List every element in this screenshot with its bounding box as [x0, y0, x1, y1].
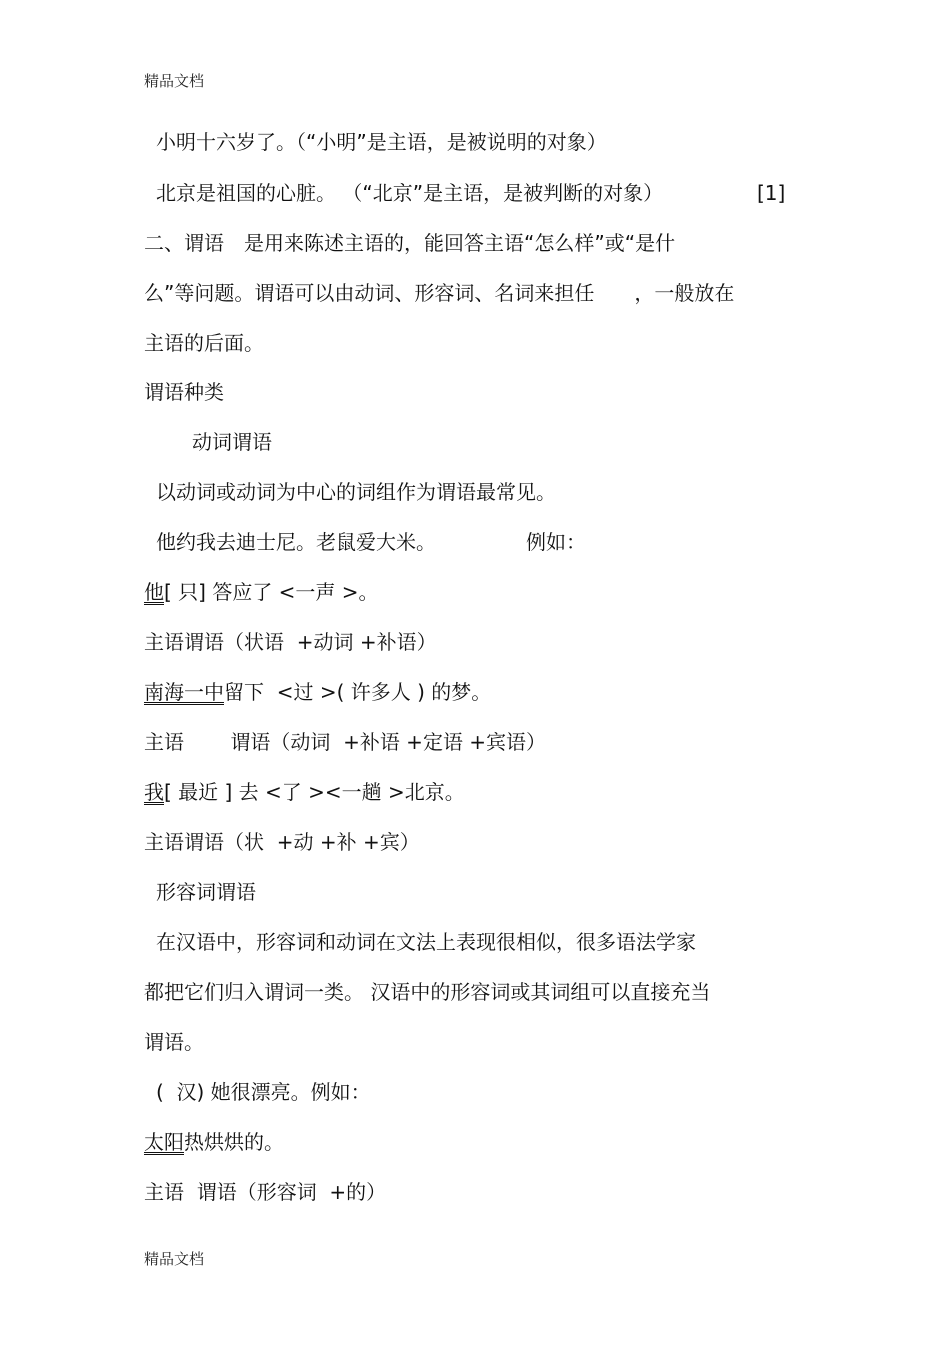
paragraph-line: 在汉语中，形容词和动词在文法上表现很相似，很多语法学家: [156, 930, 696, 954]
paragraph-line: 么”等问题。谓语可以由动词、形容词、名词来担任 ，一般放在: [144, 281, 735, 305]
predicate-text: [ 最近 ] 去 <了 ><一趟 >北京。: [164, 780, 465, 804]
paragraph-line: 谓语。: [144, 1030, 204, 1054]
predicate-text: 留下 <过 >( 许多人 ) 的梦。: [224, 680, 492, 704]
paragraph-line: 小明十六岁了。（“小明”是主语，是被说明的对象）: [156, 130, 607, 154]
paragraph-line: 以动词或动词为中心的词组作为谓语最常见。: [156, 480, 556, 504]
predicate-text: 热烘烘的。: [184, 1130, 284, 1154]
page-footer: 精品文档: [144, 1250, 205, 1268]
subsection-heading: 动词谓语: [192, 430, 272, 454]
page-header: 精品文档: [144, 72, 205, 90]
line-text: 北京是祖国的心脏。 （“北京”是主语，是被判断的对象）: [156, 181, 664, 205]
paragraph-line: [156, 181, 786, 205]
section-heading: 谓语种类: [144, 380, 224, 404]
example-analysis: 主语 谓语（动词 +补语 +定语 +宾语）: [144, 730, 547, 754]
predicate-text: [ 只] 答应了 <一声 >。: [164, 580, 379, 604]
paragraph-line: 二、谓语 是用来陈述主语的，能回答主语“怎么样”或“是什: [144, 231, 676, 255]
subject-underline: 南海一中: [144, 680, 224, 704]
example-analysis: 主语 谓语（形容词 +的）: [144, 1180, 387, 1204]
example-sentence: [144, 680, 491, 704]
subsection-heading: 形容词谓语: [156, 880, 256, 904]
subject-underline: 我: [144, 780, 164, 804]
example-analysis: 主语谓语（状 +动 +补 +宾）: [144, 830, 420, 854]
example-analysis: 主语谓语（状语 +动词 +补语）: [144, 630, 437, 654]
example-sentence: [144, 1130, 284, 1154]
paragraph-line: 主语的后面。: [144, 331, 264, 355]
reference-link[interactable]: [1]: [757, 181, 786, 205]
paragraph-line: 他约我去迪士尼。老鼠爱大米。 例如：: [156, 530, 586, 554]
paragraph-line: ( 汉) 她很漂亮。例如：: [156, 1080, 371, 1104]
example-sentence: [144, 580, 379, 604]
example-sentence: [144, 780, 465, 804]
paragraph-line: 都把它们归入谓词一类。 汉语中的形容词或其词组可以直接充当: [144, 980, 711, 1004]
subject-underline: 他: [144, 580, 164, 604]
subject-underline: 太阳: [144, 1130, 184, 1154]
